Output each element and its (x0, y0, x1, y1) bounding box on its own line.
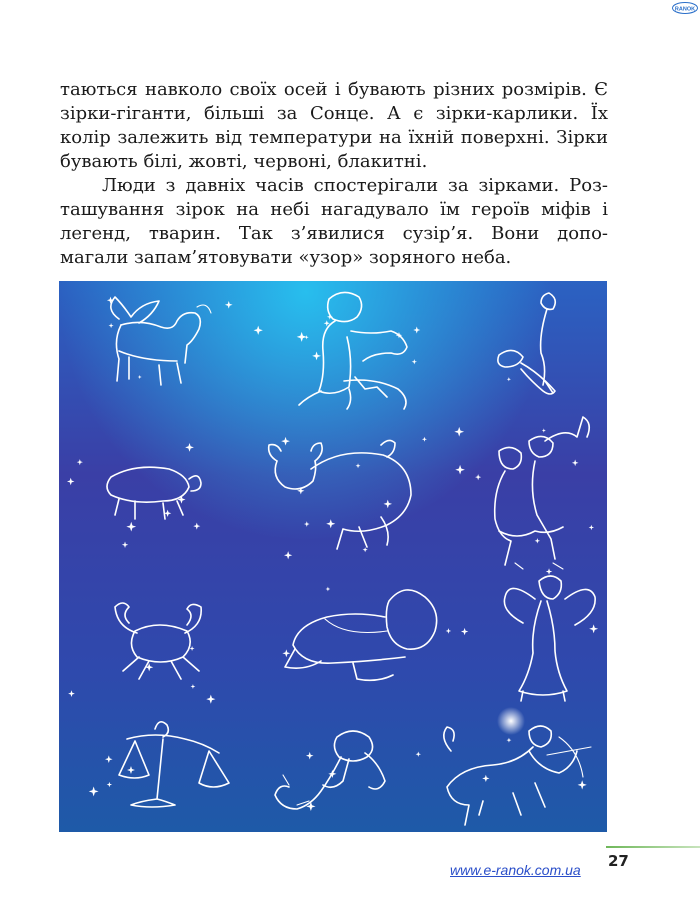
text-line: і легенд, тварин. Так з’явилися сузір’я. Вони допо- (60, 199, 608, 244)
bright-star (497, 707, 525, 735)
publisher-website-link[interactable]: www.e-ranok.com.ua (450, 862, 581, 878)
text-line: Зірки бувають білі, жовті, червоні, блакитні. (60, 127, 608, 172)
text-line: Є зірки-гіганти, більші за Сонце. А є зірки-карлики. (60, 79, 608, 124)
page-rule (606, 846, 700, 848)
text-line: Їх колір залежить від температури на їхній поверхні. (60, 103, 608, 148)
text-line: ташування зірок на небі нагадувало їм героїв міфів (60, 199, 591, 220)
text-line: Люди з давніх часів спостерігали за зірками. Роз- (102, 175, 608, 196)
paragraph-2 (60, 174, 608, 270)
sky-glow (59, 281, 607, 832)
publisher-logo (672, 2, 698, 14)
text-line: таються навколо своїх осей і бувають різних розмірів. (60, 79, 587, 100)
text-line: магали запам’ятовувати «узор» зоряного неба. (60, 247, 512, 268)
body-text (60, 78, 608, 270)
page-number: 27 (608, 852, 629, 870)
paragraph-1 (60, 78, 608, 174)
zodiac-constellations-illustration (59, 281, 607, 832)
publisher-logo-text: RANOK (674, 6, 696, 13)
